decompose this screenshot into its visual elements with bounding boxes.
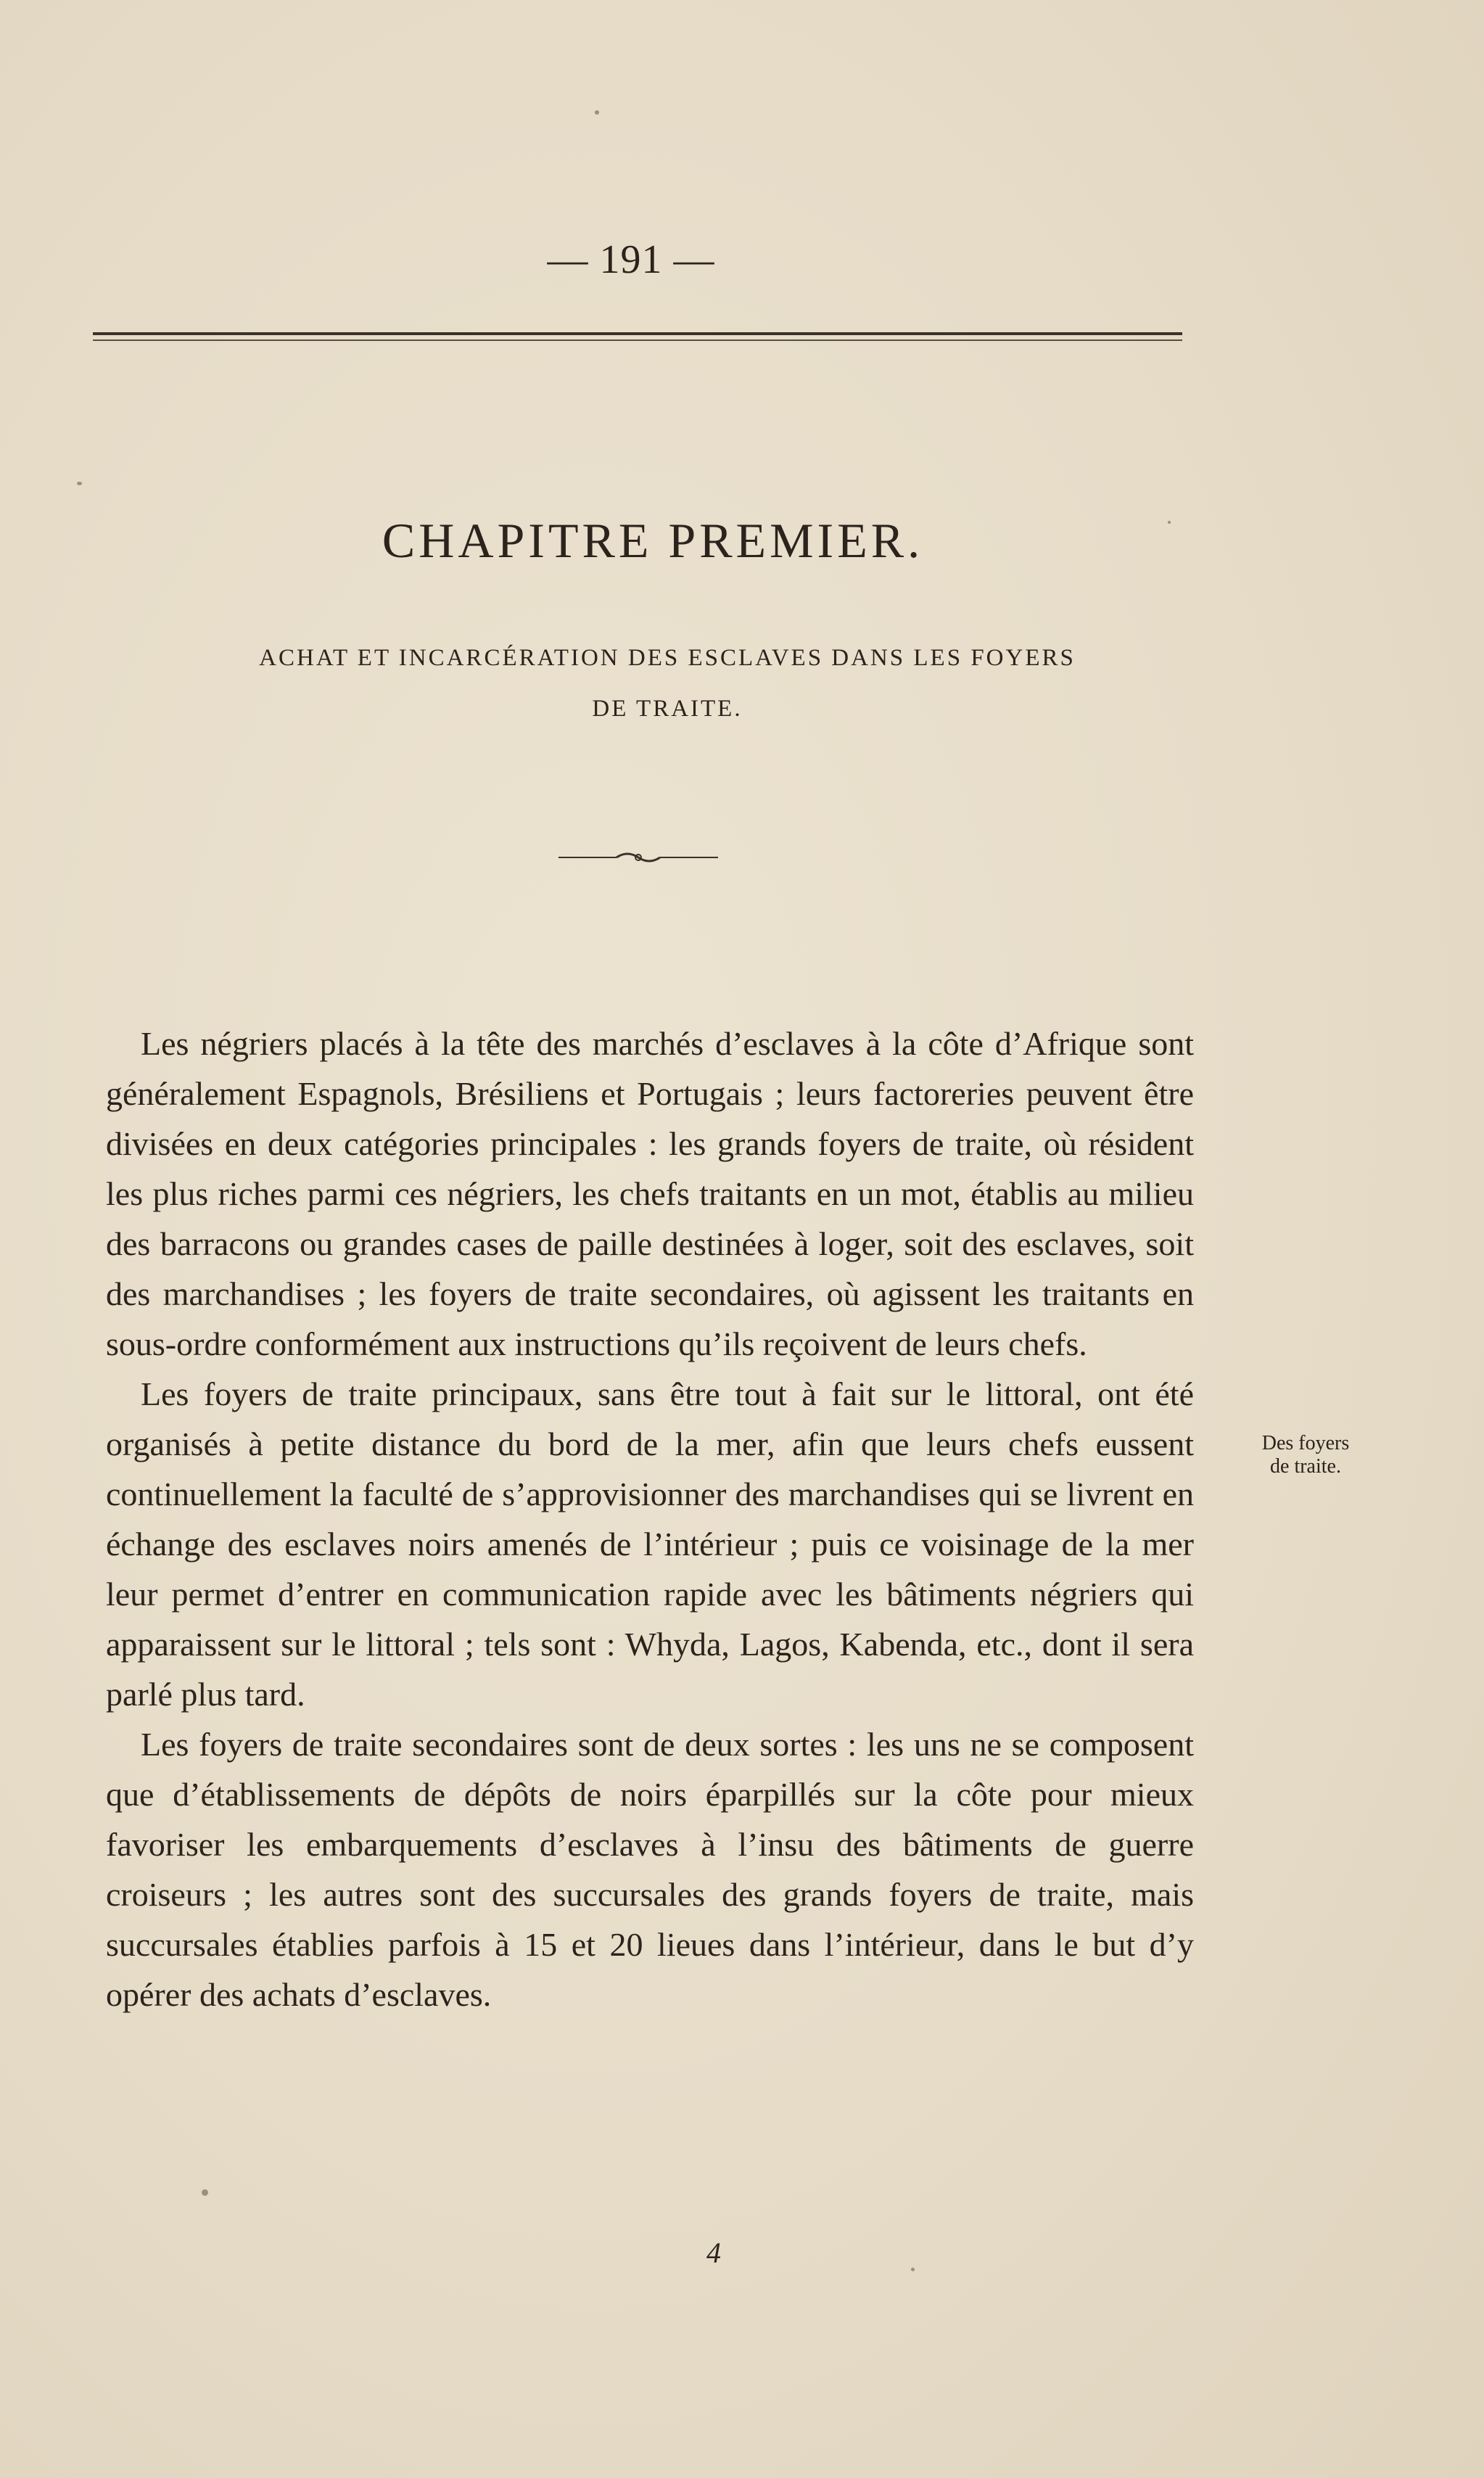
header-rule-thin: [93, 339, 1182, 341]
margin-note: [1226, 1432, 1385, 1478]
ornament-divider-icon: [558, 843, 718, 872]
header-rule-thick: [93, 332, 1182, 335]
paper-speck: [77, 482, 82, 485]
margin-note-line-1: Des foyers: [1261, 1432, 1350, 1454]
chapter-subtitle-line-2: DE TRAITE.: [592, 696, 743, 722]
paper-speck: [1168, 521, 1171, 524]
chapter-subtitle: [145, 633, 1190, 734]
paper-speck: [911, 2268, 915, 2271]
paper-speck: [202, 2189, 208, 2196]
body-text: [106, 1018, 1194, 2020]
chapter-title: CHAPITRE PREMIER.: [382, 513, 924, 568]
chapter-subtitle-line-1: ACHAT ET INCARCÉRATION DES ESCLAVES DANS LES FOYERS: [259, 645, 1076, 671]
paragraph-3: Les foyers de traite secondaires sont de deux sortes : les uns ne se composent que d’établissements de dépôts de noirs éparpillés sur la côte pour mieux favoriser les embarquements d’esclaves à l’insu des bâtiments de guerre croiseurs ; les autres sont des succursales des grands foyers de traite, mais succursales établies parfois à 15 et 20 lieues dans l’intérieur, dans le but d’y opérer des achats d’esclaves.: [106, 1726, 1194, 2013]
margin-note-line-2: de traite.: [1270, 1455, 1341, 1478]
paper-speck: [595, 110, 599, 115]
paragraph-2: Les foyers de traite principaux, sans être tout à fait sur le littoral, ont été organisés à petite distance du bord de la mer, afin que leurs chefs eussent continuellement la faculté de s’approvisionner des marchandises qui se livrent en échange des esclaves noirs amenés de l’intérieur ; puis ce voisinage de la mer leur permet d’entrer en communication rapide avec les bâtiments négriers qui apparaissent sur le littoral ; tels sont : Whyda, Lagos, Kabenda, etc., dont il sera parlé plus tard.: [106, 1375, 1194, 1713]
page-number: — 191 —: [547, 237, 715, 282]
signature-mark: 4: [706, 2236, 721, 2269]
paragraph-1: Les négriers placés à la tête des marchés d’esclaves à la côte d’Afrique sont généralement Espagnols, Brésiliens et Portugais ; leurs factoreries peuvent être divisées en deux catégories principales : les grands foyers de traite, où résident les plus riches parmi ces négriers, les chefs traitants en un mot, établis au milieu des barracons ou grandes cases de paille destinées à loger, soit des esclaves, soit des marchandises ; les foyers de traite secondaires, où agissent les traitants en sous-ordre conformément aux instructions qu’ils reçoivent de leurs chefs.: [106, 1025, 1194, 1362]
